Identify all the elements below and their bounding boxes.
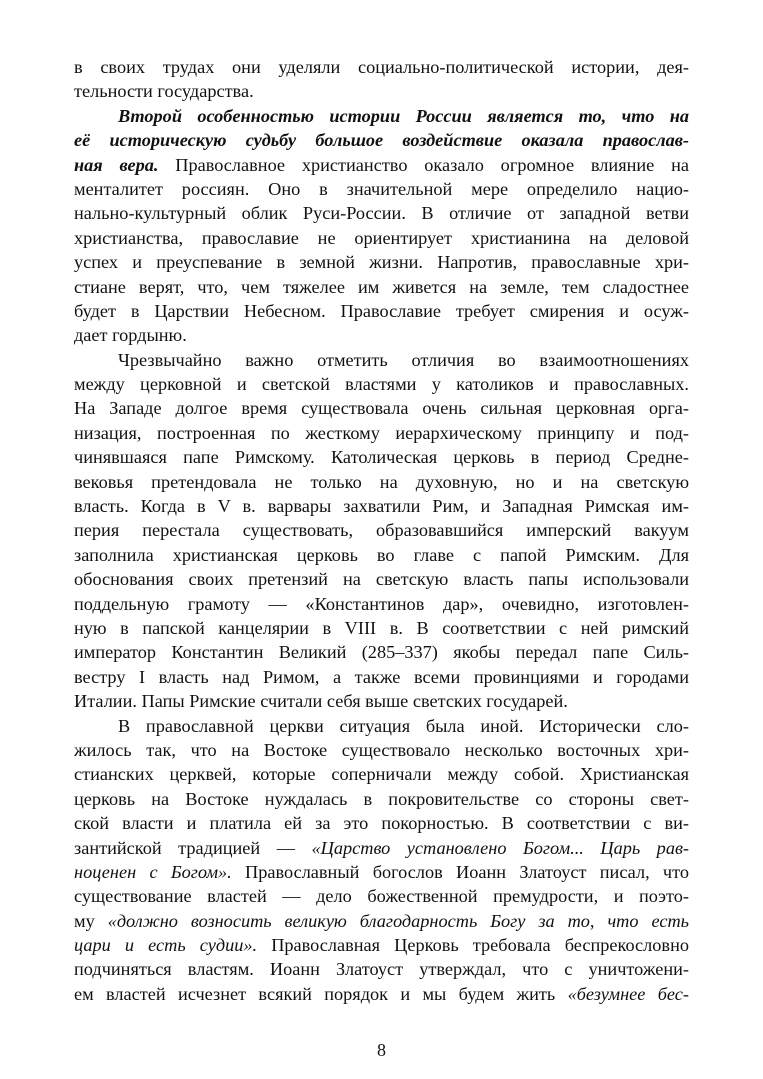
- text-line: [74, 348, 689, 372]
- italic-quote: цари и есть судии».: [74, 935, 258, 956]
- italic-quote: «безумнее бес-: [567, 983, 689, 1004]
- text-line: [74, 811, 689, 835]
- text-line: [74, 714, 689, 738]
- italic-quote: ноценен с Богом».: [74, 861, 232, 882]
- text-line: [74, 640, 689, 664]
- text-line: [74, 323, 689, 347]
- text-run: зантийской традицией —: [74, 837, 312, 858]
- page-number: 8: [377, 1040, 386, 1060]
- text-line: [74, 372, 689, 396]
- text-line: [74, 421, 689, 445]
- text-run: ную в папской канцелярии в VIII в. В соответствии с ней римский: [74, 617, 689, 638]
- bold-italic-text: её историческую судьбу большое воздействие оказала православ-: [74, 130, 689, 151]
- text-line: [74, 933, 689, 957]
- text-line: [74, 909, 689, 933]
- text-run: император Константин Великий (285–337) якобы передал папе Силь-: [74, 642, 689, 663]
- text-run: ской власти и платила ей за это покорностью. В соответствии с ви-: [74, 813, 689, 834]
- text-run: в своих трудах они уделяли социально-политической истории, дея-: [74, 57, 689, 77]
- text-line: [74, 250, 689, 274]
- text-run: жилось так, что на Востоке существовало несколько восточных хри-: [74, 739, 689, 760]
- text-line: [74, 762, 689, 786]
- text-run: Православное христианство оказало огромное влияние на: [158, 154, 689, 175]
- text-run: му: [74, 910, 108, 931]
- text-run: церковь на Востоке нуждалась в покровительстве со стороны свет-: [74, 788, 689, 809]
- text-run: будет в Царствии Небесном. Православие требует смирения и осуж-: [74, 300, 689, 321]
- text-line: [74, 104, 689, 128]
- text-line: [74, 592, 689, 616]
- text-line: [74, 567, 689, 591]
- paragraph: [74, 714, 689, 1007]
- text-run: заполнила христианская церковь во главе с папой Римским. Для: [74, 544, 689, 565]
- text-line: [74, 275, 689, 299]
- text-line: [74, 787, 689, 811]
- text-run: ем властей исчезнет всякий порядок и мы будем жить: [74, 983, 568, 1004]
- text-line: [74, 177, 689, 201]
- text-run: менталитет россиян. Оно в значительной мере определило нацио-: [74, 178, 689, 199]
- text-run: христианства, православие не ориентирует христианина на деловой: [74, 227, 689, 248]
- page-text-body: [74, 55, 689, 1006]
- paragraph: [74, 55, 689, 104]
- text-line: [74, 689, 689, 713]
- text-run: чинявшаяся папе Римскому. Католическая церковь в период Средне-: [74, 447, 689, 468]
- text-line: [74, 299, 689, 323]
- text-line: [74, 494, 689, 518]
- text-line: [74, 396, 689, 420]
- text-line: [74, 860, 689, 884]
- text-line: [74, 201, 689, 225]
- paragraph: [74, 348, 689, 714]
- text-line: [74, 153, 689, 177]
- text-line: [74, 79, 689, 103]
- text-line: [74, 543, 689, 567]
- paragraph: [74, 104, 689, 348]
- text-run: нально-культурный облик Руси-России. В отличие от западной ветви: [74, 203, 689, 224]
- text-run: успех и преуспевание в земной жизни. Напротив, православные хри-: [74, 252, 689, 273]
- text-run: власть. Когда в V в. варвары захватили Рим, и Западная Римская им-: [74, 496, 689, 517]
- bold-italic-text: Второй особенностью истории России является то, что на: [118, 105, 689, 126]
- text-line: [74, 445, 689, 469]
- text-line: [74, 738, 689, 762]
- text-run: стианских церквей, которые соперничали между собой. Христианская: [74, 764, 689, 785]
- text-line: [74, 128, 689, 152]
- text-line: [74, 518, 689, 542]
- text-run: Православный богослов Иоанн Златоуст писал, что: [231, 861, 689, 882]
- text-line: [74, 616, 689, 640]
- text-run: Православная Церковь требовала беспрекословно: [257, 935, 689, 956]
- text-line: [74, 982, 689, 1006]
- text-line: [74, 55, 689, 79]
- text-line: [74, 884, 689, 908]
- text-run: тельности государства.: [74, 81, 254, 102]
- text-run: между церковной и светской властями у католиков и православных.: [74, 374, 689, 395]
- text-run: существование властей — дело божественной премудрости, и поэто-: [74, 886, 689, 907]
- italic-quote: «должно возносить великую благодарность Богу за то, что есть: [107, 910, 689, 931]
- text-run: дает гордыню.: [74, 325, 187, 346]
- text-run: вестру I власть над Римом, а также всеми провинциями и городами: [74, 666, 689, 687]
- text-run: В православной церкви ситуация была иной. Исторически сло-: [118, 715, 689, 736]
- text-line: [74, 836, 689, 860]
- text-run: Италии. Папы Римские считали себя выше светских государей.: [74, 691, 568, 712]
- text-run: поддельную грамоту — «Константинов дар», очевидно, изготовлен-: [74, 593, 689, 614]
- bold-italic-text: ная вера.: [74, 154, 159, 175]
- text-run: Чрезвычайно важно отметить отличия во взаимоотношениях: [118, 349, 689, 370]
- text-line: [74, 665, 689, 689]
- text-run: обоснования своих претензий на светскую власть папы использовали: [74, 569, 689, 590]
- text-line: [74, 226, 689, 250]
- text-line: [74, 470, 689, 494]
- text-run: подчиняться властям. Иоанн Златоуст утверждал, что с уничтожени-: [74, 959, 689, 980]
- text-run: На Западе долгое время существовала очень сильная церковная орга-: [74, 398, 689, 419]
- text-run: стиане верят, что, чем тяжелее им живется на земле, тем сладостнее: [74, 276, 689, 297]
- text-run: низация, построенная по жесткому иерархическому принципу и под-: [74, 422, 689, 443]
- text-run: вековья претендовала не только на духовную, но и на светскую: [74, 471, 689, 492]
- text-run: перия перестала существовать, образовавшийся имперский вакуум: [74, 520, 689, 541]
- italic-quote: «Царство установлено Богом... Царь рав-: [311, 837, 689, 858]
- text-line: [74, 957, 689, 981]
